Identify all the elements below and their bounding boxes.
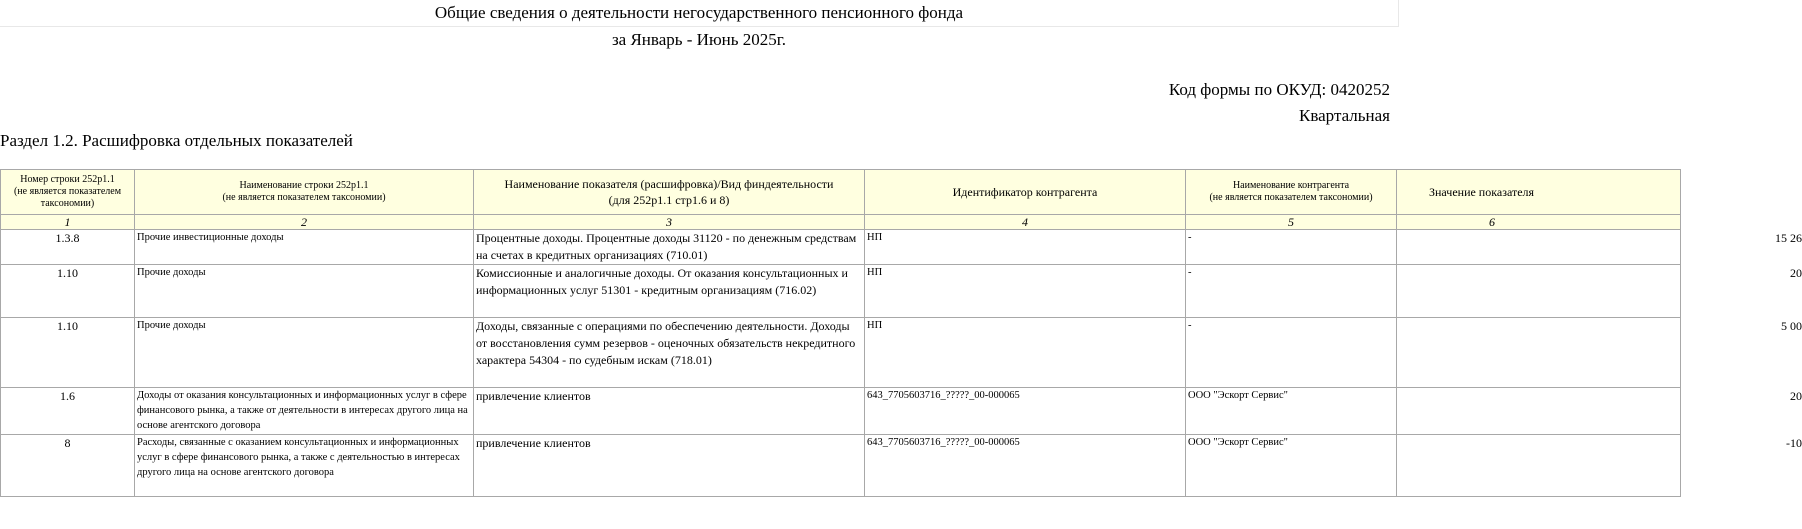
row-name-cell: Расходы, связанные с оказанием консультационных и информационных услуг в сфере финансового рынка, а также с деятельностью в интересах другого лица на основе агентского договора — [135, 435, 474, 497]
row-name-cell: Прочие доходы — [135, 265, 474, 318]
value-text: 20 — [1790, 389, 1802, 403]
row-number-cell: 1.3.8 — [1, 230, 135, 265]
value-text: 15 26 — [1775, 231, 1802, 245]
indicator-cell: привлечение клиентов — [474, 435, 865, 497]
okud-code: Код формы по ОКУД: 0420252 — [1168, 80, 1390, 99]
column-number: 3 — [474, 215, 865, 230]
counterparty-name-cell: ООО "Эскорт Сервис" — [1186, 435, 1397, 497]
value-cell — [1397, 230, 1802, 265]
col-header-counterparty-name: Наименование контрагента (не является показателем таксономии) — [1186, 170, 1397, 215]
table-row — [1, 435, 1681, 497]
row-name-cell: Доходы от оказания консультационных и информационных услуг в сфере финансового рынка, а также от деятельности в интересах другого лица на основе агентского договора — [135, 388, 474, 435]
value-text: -10 — [1786, 436, 1802, 450]
counterparty-name-cell: - — [1186, 318, 1397, 388]
column-number: 1 — [1, 215, 135, 230]
value-cell — [1397, 435, 1802, 497]
value-cell — [1397, 318, 1802, 388]
counterparty-id-cell: НП — [865, 230, 1186, 265]
row-name-cell: Прочие инвестиционные доходы — [135, 230, 474, 265]
counterparty-id-cell: НП — [865, 265, 1186, 318]
table-row — [1, 230, 1681, 265]
table-row — [1, 318, 1681, 388]
row-name-cell: Прочие доходы — [135, 318, 474, 388]
col-header-counterparty-id: Идентификатор контрагента — [865, 170, 1186, 215]
column-number: 4 — [865, 215, 1186, 230]
value-text: 20 — [1790, 266, 1802, 280]
row-number-cell: 1.10 — [1, 318, 135, 388]
col-header-row-number-label: Номер строки 252р1.1 (не является показателем таксономии) — [13, 174, 122, 209]
counterparty-name-cell: - — [1186, 265, 1397, 318]
col-header-value: Значение показателя — [1397, 170, 1681, 215]
periodicity: Квартальная — [1299, 106, 1390, 125]
row-number-cell: 1.6 — [1, 388, 135, 435]
counterparty-name-cell: - — [1186, 230, 1397, 265]
value-cell — [1397, 388, 1802, 435]
indicator-cell: привлечение клиентов — [474, 388, 865, 435]
counterparty-name-cell: ООО "Эскорт Сервис" — [1186, 388, 1397, 435]
table-header-row — [1, 170, 1681, 215]
column-number: 5 — [1186, 215, 1397, 230]
col-header-indicator-name: Наименование показателя (расшифровка)/Вид финдеятельности (для 252р1.1 стр1.6 и 8) — [474, 170, 865, 215]
counterparty-id-cell: 643_7705603716_?????_00-000065 — [865, 388, 1186, 435]
table-row — [1, 265, 1681, 318]
section-title: Раздел 1.2. Расшифровка отдельных показателей — [0, 131, 353, 150]
indicator-cell: Комиссионные и аналогичные доходы. От оказания консультационных и информационных услуг 51301 - кредитным организациям (716.02) — [474, 265, 865, 318]
indicator-cell: Процентные доходы. Процентные доходы 31120 - по денежным средствам на счетах в кредитных организациях (710.01) — [474, 230, 865, 265]
table-wrapper — [0, 169, 1802, 529]
row-number-cell: 1.10 — [1, 265, 135, 318]
column-number: 2 — [135, 215, 474, 230]
table-row — [1, 388, 1681, 435]
column-number: 6 — [1397, 215, 1681, 230]
value-text: 5 00 — [1781, 319, 1802, 333]
col-header-row-number — [1, 170, 135, 215]
report-title: Общие сведения о деятельности негосударственного пенсионного фонда — [434, 3, 964, 22]
col-header-row-name: Наименование строки 252р1.1 (не является показателем таксономии) — [135, 170, 474, 215]
row-number-cell: 8 — [1, 435, 135, 497]
report-period: за Январь - Июнь 2025г. — [611, 30, 787, 49]
indicators-table — [0, 169, 1802, 497]
counterparty-id-cell: НП — [865, 318, 1186, 388]
counterparty-id-cell: 643_7705603716_?????_00-000065 — [865, 435, 1186, 497]
indicator-cell: Доходы, связанные с операциями по обеспечению деятельности. Доходы от восстановления сумм резервов - оценочных обязательств некредитного характера 54304 - по судебным искам (718.01) — [474, 318, 865, 388]
column-numbers-row — [1, 215, 1681, 230]
value-cell — [1397, 265, 1802, 318]
